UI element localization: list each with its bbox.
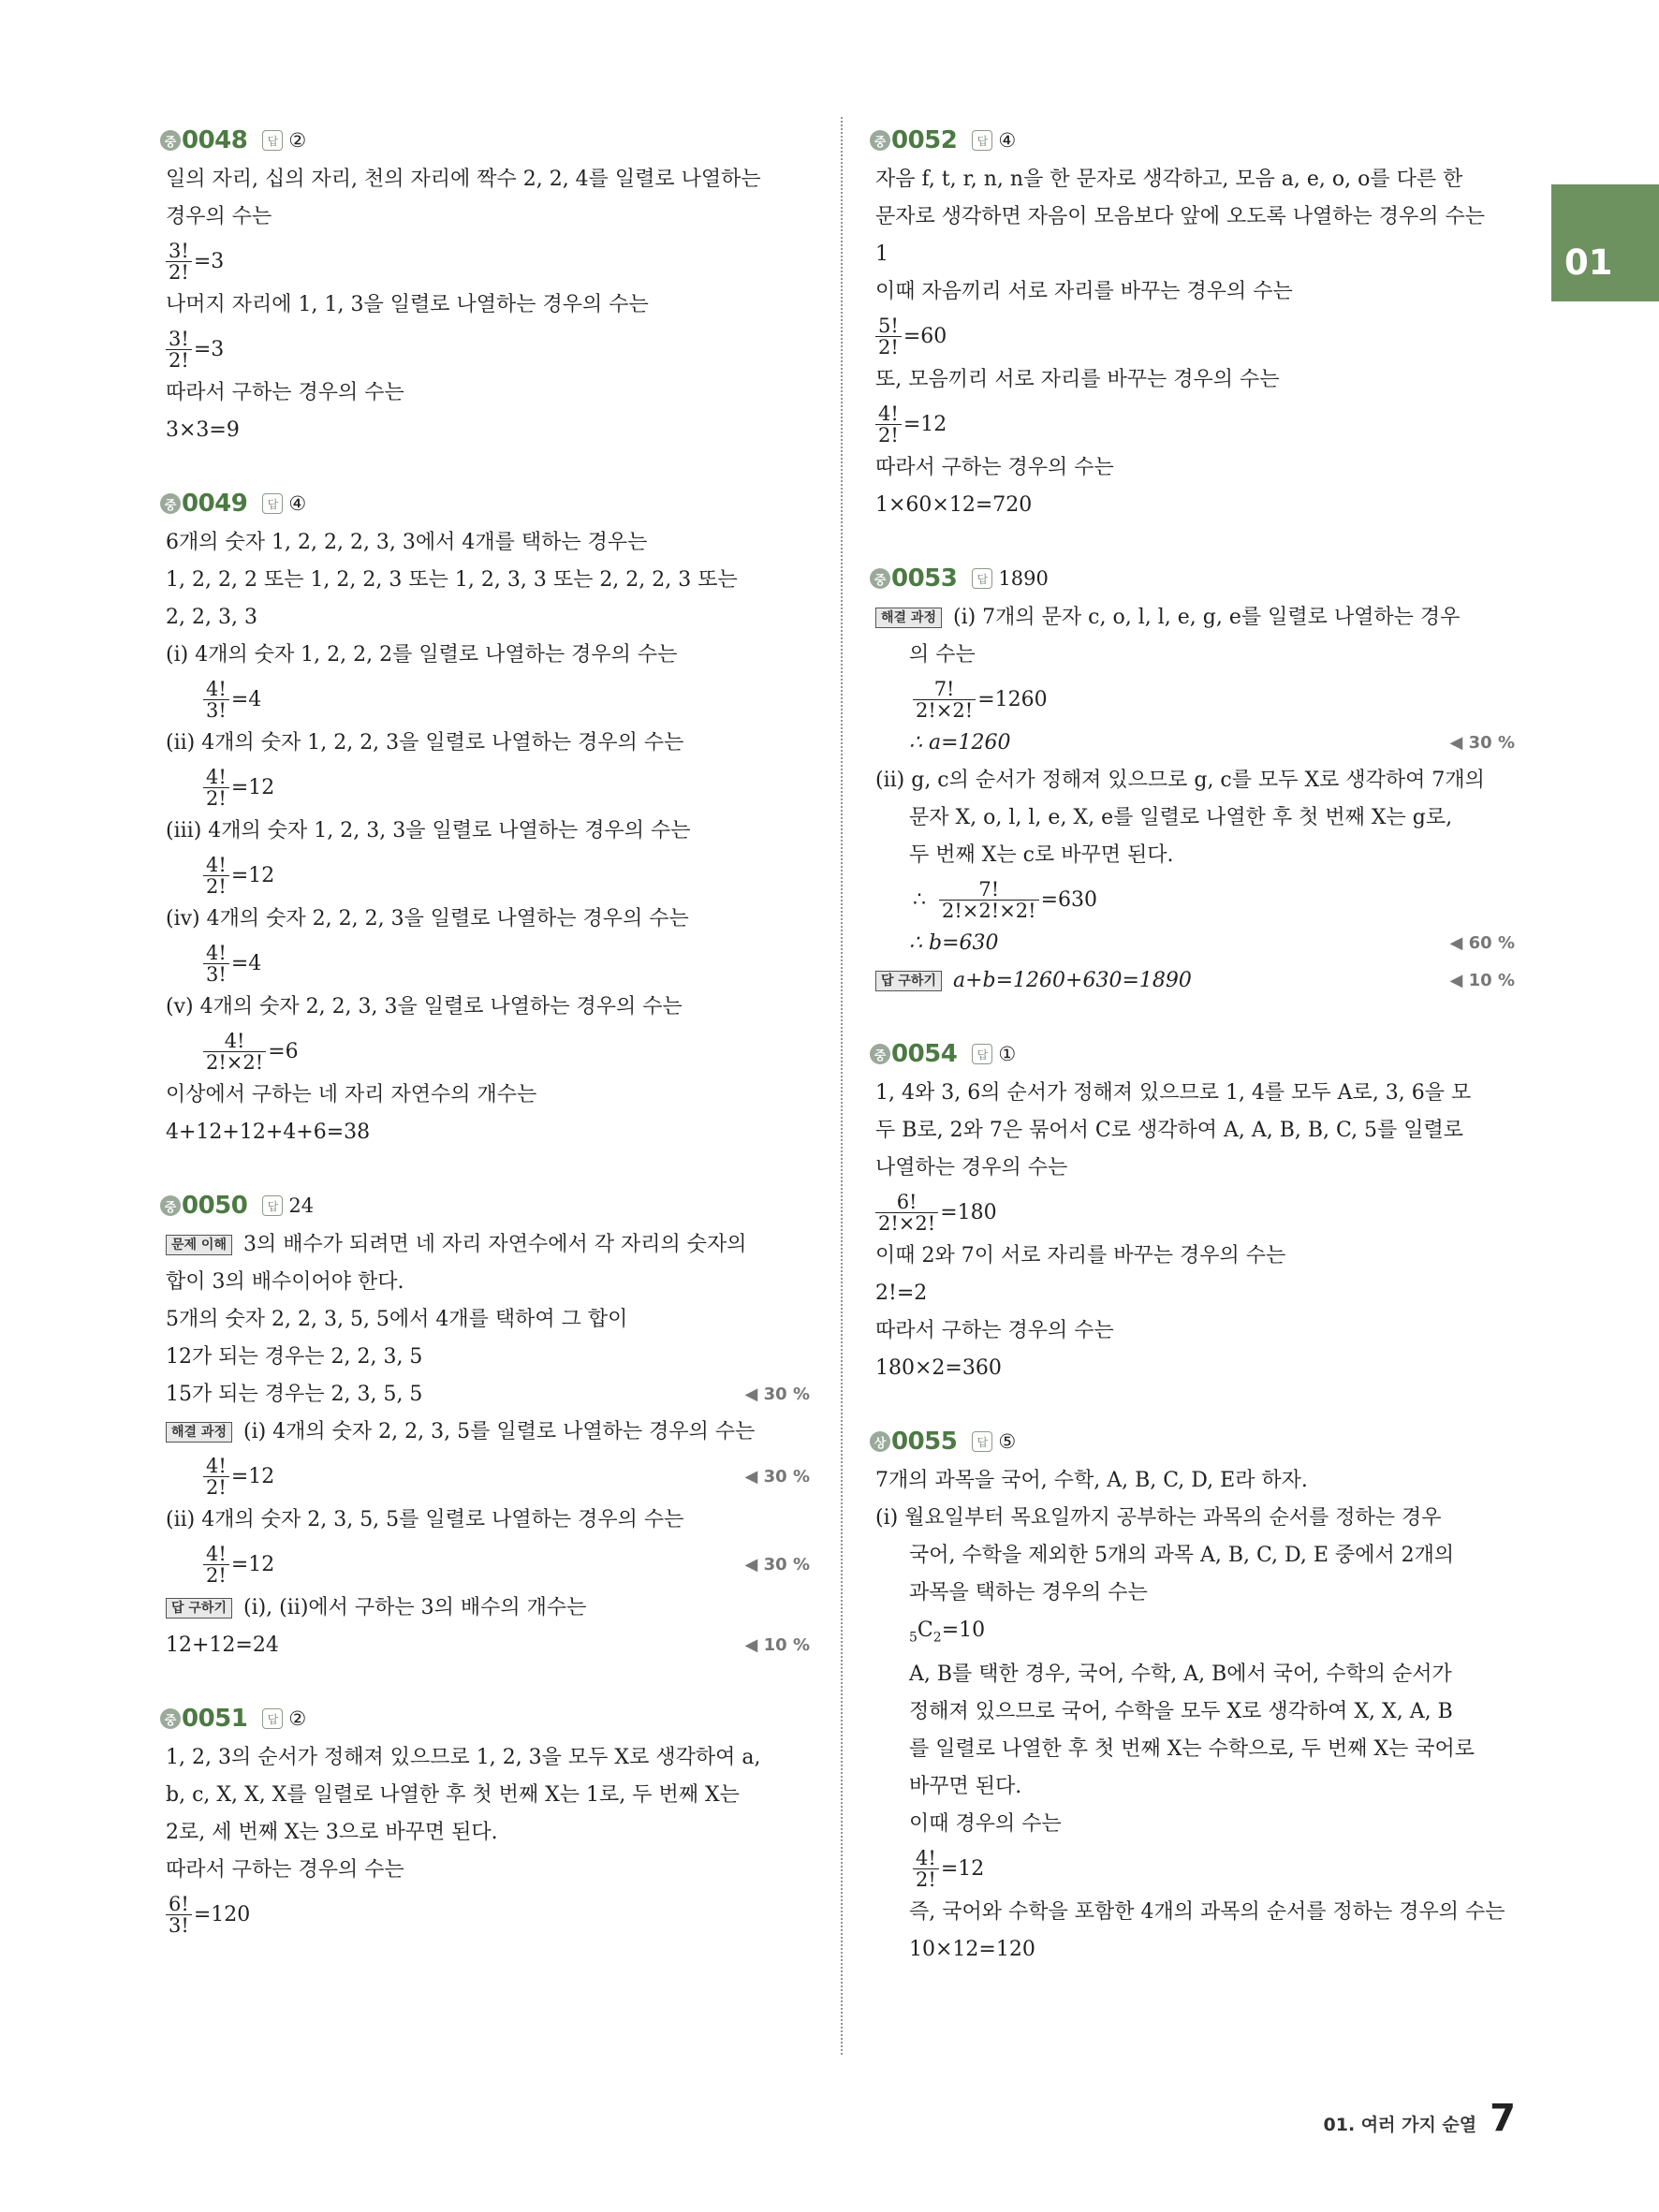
answer-box-icon: 답: [972, 1431, 992, 1452]
problem-number: 0052: [891, 126, 958, 154]
column-divider: [841, 117, 843, 2055]
case-line: (ⅱ) g, c의 순서가 정해져 있으므로 g, c를 모두 X로 생각하여 7개의: [875, 769, 1485, 792]
text-line: 1, 2, 3의 순서가 정해져 있으므로 1, 2, 3을 모두 X로 생각하여 a,: [166, 1746, 761, 1769]
fraction-result: =12: [230, 1464, 275, 1488]
fraction-result: =4: [230, 951, 262, 975]
fraction-line: [164, 236, 810, 286]
denominator: 2!: [875, 424, 902, 446]
chapter-tab-label: 01: [1564, 242, 1613, 283]
score-percent: ◀ 30 %: [744, 1466, 810, 1487]
fraction-line: [164, 674, 810, 725]
case-line: (ⅰ) 월요일부터 목요일까지 공부하는 과목의 순서를 정하는 경우: [875, 1506, 1442, 1530]
fraction-line: [874, 874, 1515, 925]
difficulty-mid-icon: 중: [160, 493, 181, 514]
case-line: (ⅱ) 4개의 숫자 2, 3, 5, 5를 일렬로 나열하는 경우의 수는: [166, 1508, 684, 1531]
fraction-result: =630: [1040, 887, 1098, 912]
text-span: (ⅰ) 4개의 숫자 2, 2, 3, 5를 일렬로 나열하는 경우의 수는: [242, 1420, 756, 1443]
problem-header: [164, 1187, 810, 1224]
numerator: 4!: [206, 765, 227, 788]
problem-header: [164, 122, 810, 159]
text-line: 1: [875, 242, 888, 266]
text-line: 2로, 세 번째 X는 3으로 바꾸면 된다.: [166, 1821, 498, 1844]
case-line: (ⅱ) 4개의 숫자 1, 2, 2, 3을 일렬로 나열하는 경우의 수는: [166, 731, 684, 754]
numerator: 4!: [206, 1542, 227, 1565]
denominator: 3!: [203, 699, 229, 721]
text-line: A, B를 택한 경우, 국어, 수학, A, B에서 국어, 수학의 순서가: [909, 1663, 1452, 1687]
difficulty-mid-icon: 중: [870, 1044, 890, 1064]
case-line: (ⅴ) 4개의 숫자 2, 2, 3, 3을 일렬로 나열하는 경우의 수는: [166, 995, 683, 1018]
fraction: [875, 403, 902, 446]
case-line: (ⅰ) 4개의 숫자 1, 2, 2, 2를 일렬로 나열하는 경우의 수는: [166, 643, 678, 667]
text-line: 이때 2와 7이 서로 자리를 바꾸는 경우의 수는: [875, 1244, 1286, 1267]
numerator: 3!: [169, 239, 189, 262]
text-span: 12+12=24: [166, 1633, 279, 1657]
case-line: (ⅳ) 4개의 숫자 2, 2, 2, 3을 일렬로 나열하는 경우의 수는: [166, 907, 689, 930]
problem-header: [874, 1035, 1515, 1073]
fraction: [203, 1031, 266, 1073]
text-line: 과목을 택하는 경우의 수는: [909, 1581, 1148, 1604]
score-percent: ◀ 10 %: [1449, 971, 1515, 990]
fraction: [203, 943, 229, 985]
text-line: [874, 725, 1515, 762]
problem-0055: [874, 1423, 1515, 1969]
fraction-line: [874, 311, 1515, 361]
denominator: 2!: [913, 1868, 939, 1890]
numerator: 4!: [224, 1029, 245, 1052]
denominator: 2!×2!×2!: [939, 900, 1039, 921]
denominator: 2!: [203, 1564, 229, 1586]
fraction-line: [164, 762, 810, 813]
numerator: 4!: [878, 402, 899, 425]
comb-symbol: C: [917, 1619, 933, 1642]
numerator: 6!: [896, 1190, 918, 1213]
text-line: 바꾸면 된다.: [909, 1775, 1022, 1799]
text-line: 3×3=9: [166, 418, 240, 442]
page-number: 7: [1490, 2097, 1516, 2140]
numerator: 4!: [206, 941, 227, 964]
denominator: 2!: [166, 261, 192, 283]
problem-number: 0050: [182, 1192, 248, 1220]
text-line: 180×2=360: [875, 1356, 1002, 1380]
problem-number: 0055: [891, 1428, 958, 1456]
answer-box-icon: 답: [262, 1195, 283, 1216]
fraction-result: =12: [230, 775, 275, 799]
denominator: 2!×2!: [203, 1051, 266, 1073]
comb-r: 2: [932, 1630, 942, 1646]
answer-box-icon: 답: [972, 1044, 992, 1064]
text-line: 두 번째 X는 c로 바꾸면 된다.: [909, 843, 1174, 867]
text-line: 따라서 구하는 경우의 수는: [166, 381, 404, 404]
fraction-result: =180: [940, 1200, 997, 1224]
difficulty-high-icon: 상: [870, 1431, 890, 1452]
fraction: [875, 315, 902, 358]
numerator: 3!: [169, 327, 189, 350]
fraction-result: =4: [230, 687, 262, 711]
text-line: 를 일렬로 나열한 후 첫 번째 X는 수학으로, 두 번째 X는 국어로: [909, 1737, 1475, 1762]
answer-tag: 답 구하기: [166, 1598, 232, 1619]
answer-tag: 답 구하기: [875, 971, 942, 991]
fraction-line: [164, 324, 810, 374]
text-line: 의 수는: [909, 643, 976, 667]
text-span: a+b=1260+630=1890: [952, 969, 1192, 992]
fraction-result: =120: [193, 1902, 251, 1926]
fraction-result: =1260: [977, 687, 1048, 711]
answer-value: 1890: [998, 567, 1049, 590]
denominator: 3!: [203, 963, 229, 985]
page-footer: [1324, 2097, 1516, 2140]
case-line: (ⅲ) 4개의 숫자 1, 2, 3, 3을 일렬로 나열하는 경우의 수는: [166, 819, 691, 842]
text-line: 따라서 구하는 경우의 수는: [875, 456, 1114, 479]
fraction: [203, 1456, 229, 1498]
text-span: 3의 배수가 되려면 네 자리 자연수에서 각 자리의 숫자의: [242, 1233, 747, 1256]
numerator: 6!: [169, 1892, 189, 1915]
fraction-line: [164, 1026, 810, 1077]
text-line: 문자 X, o, l, l, e, X, e를 일렬로 나열한 후 첫 번째 X는 g로,: [909, 806, 1453, 829]
text-line: b, c, X, X, X를 일렬로 나열한 후 첫 번째 X는 1로, 두 번째 X는: [166, 1783, 740, 1807]
text-line: 2!=2: [875, 1282, 928, 1305]
answer-value: ④: [998, 129, 1017, 152]
answer-value: ④: [288, 492, 307, 515]
score-percent: ◀ 10 %: [744, 1635, 810, 1655]
answer-box-icon: 답: [262, 493, 283, 514]
fraction: [939, 879, 1039, 921]
difficulty-mid-icon: 중: [160, 1195, 181, 1216]
score-percent: ◀ 60 %: [1449, 933, 1515, 953]
denominator: 3!: [166, 1914, 192, 1936]
text-line: 이때 자음끼리 서로 자리를 바꾸는 경우의 수는: [875, 280, 1293, 303]
problem-0052: [874, 122, 1515, 524]
score-percent: ◀ 30 %: [744, 1554, 810, 1575]
text-line: 이때 경우의 수는: [909, 1812, 1062, 1837]
problem-header: [874, 122, 1515, 159]
problem-0049: [164, 485, 810, 1151]
fraction-line: [874, 674, 1515, 725]
text-line: 1×60×12=720: [875, 493, 1033, 517]
text-line: 따라서 구하는 경우의 수는: [166, 1858, 404, 1882]
difficulty-mid-icon: 중: [160, 130, 181, 151]
denominator: 2!×2!: [875, 1212, 938, 1234]
denominator: 2!×2!: [913, 699, 976, 721]
fraction-result: =12: [940, 1856, 985, 1881]
numerator: 5!: [878, 314, 899, 337]
answer-value: ⑤: [998, 1430, 1017, 1453]
comb-n: 5: [909, 1630, 918, 1646]
therefore-symbol: ∴: [913, 887, 926, 912]
problem-header: [874, 1423, 1515, 1460]
text-line: 1, 4와 3, 6의 순서가 정해져 있으므로 1, 4를 모두 A로, 3, 6을 모: [875, 1081, 1472, 1105]
problem-0053: [874, 560, 1515, 1000]
numerator: 4!: [206, 677, 227, 700]
fraction: [875, 1192, 938, 1234]
fraction-line: [874, 399, 1515, 449]
fraction-line: [164, 850, 810, 901]
fraction-line: [164, 1889, 810, 1940]
text-line: [164, 1627, 810, 1664]
text-line: 정해져 있으므로 국어, 수학을 모두 X로 생각하여 X, X, A, B: [909, 1700, 1453, 1724]
text-span: (ⅰ) 7개의 문자 c, o, l, l, e, g, e를 일렬로 나열하는 경우: [952, 606, 1461, 629]
problem-number: 0048: [182, 126, 248, 154]
answer-value: ②: [288, 129, 307, 152]
fraction-line: [164, 1539, 810, 1589]
combination-line: [874, 1612, 1515, 1656]
answer-box-icon: 답: [972, 568, 992, 589]
text-span: ∴ b=630: [909, 931, 999, 955]
case-line: [164, 1414, 810, 1451]
text-line: 경우의 수는: [166, 205, 272, 228]
fraction: [166, 241, 192, 283]
text-line: 자음 f, t, r, n, n을 한 문자로 생각하고, 모음 a, e, o, o를 다른 한: [875, 168, 1463, 191]
score-percent: ◀ 30 %: [1449, 733, 1515, 753]
text-line: 2, 2, 3, 3: [166, 606, 257, 629]
score-percent: ◀ 30 %: [744, 1384, 810, 1404]
text-span: ∴ a=1260: [909, 731, 1011, 754]
case-line: [874, 599, 1515, 637]
chapter-tab: [1551, 184, 1659, 301]
text-line: 두 B로, 2와 7은 묶어서 C로 생각하여 A, A, B, B, C, 5를 일렬로: [875, 1119, 1464, 1142]
left-column: [164, 122, 810, 1975]
answer-box-icon: 답: [972, 130, 992, 151]
text-line: [874, 925, 1515, 962]
denominator: 2!: [875, 336, 902, 358]
text-line: [164, 1376, 810, 1414]
fraction-result: =6: [268, 1039, 299, 1063]
fraction-line: [874, 1187, 1515, 1238]
fraction: [166, 1894, 192, 1936]
fraction-result: =3: [193, 249, 225, 273]
answer-value: ②: [288, 1707, 307, 1730]
text-line: 12가 되는 경우는 2, 2, 3, 5: [166, 1345, 423, 1369]
text-span: 15가 되는 경우는 2, 3, 5, 5: [166, 1383, 423, 1406]
problem-number: 0051: [182, 1705, 248, 1733]
text-line: 10×12=120: [909, 1938, 1035, 1962]
numerator: 4!: [206, 1454, 227, 1477]
fraction-line: [164, 938, 810, 989]
text-line: 따라서 구하는 경우의 수는: [875, 1319, 1114, 1342]
numerator: 4!: [916, 1846, 936, 1869]
text-line: 즉, 국어와 수학을 포함한 4개의 과목의 순서를 정하는 경우의 수는: [909, 1900, 1505, 1925]
chapter-title: 01. 여러 가지 순열: [1323, 2115, 1477, 2135]
fraction-result: =3: [193, 337, 225, 361]
text-line: 나열하는 경우의 수는: [875, 1156, 1068, 1179]
fraction: [913, 1848, 939, 1890]
fraction-line: [874, 1843, 1515, 1894]
problem-header: [874, 560, 1515, 597]
fraction-result: =12: [230, 863, 275, 887]
text-line: [164, 1226, 810, 1264]
problem-0050: [164, 1187, 810, 1664]
answer-value: 24: [288, 1194, 315, 1217]
understand-tag: 문제 이해: [166, 1235, 232, 1255]
problem-0048: [164, 122, 810, 449]
fraction: [166, 329, 192, 371]
fraction-result: =12: [230, 1552, 275, 1576]
comb-result: =10: [941, 1619, 986, 1642]
text-line: [874, 962, 1515, 1000]
problem-0054: [874, 1035, 1515, 1387]
text-line: [164, 1589, 810, 1627]
solve-tag: 해결 과정: [875, 608, 942, 628]
text-span: (ⅰ), (ⅱ)에서 구하는 3의 배수의 개수는: [242, 1596, 587, 1619]
numerator: 4!: [206, 853, 227, 876]
fraction: [203, 679, 229, 721]
fraction-line: [164, 1451, 810, 1502]
difficulty-mid-icon: 중: [870, 568, 890, 589]
text-line: 나머지 자리에 1, 1, 3을 일렬로 나열하는 경우의 수는: [166, 293, 649, 316]
difficulty-mid-icon: 중: [160, 1708, 181, 1729]
text-line: 7개의 과목을 국어, 수학, A, B, C, D, E라 하자.: [875, 1469, 1308, 1492]
fraction-result: =12: [903, 412, 947, 436]
fraction: [203, 767, 229, 809]
fraction: [203, 1544, 229, 1586]
text-line: 이상에서 구하는 네 자리 자연수의 개수는: [166, 1083, 537, 1106]
numerator: 7!: [933, 677, 955, 700]
solve-tag: 해결 과정: [166, 1422, 232, 1443]
text-line: 또, 모음끼리 서로 자리를 바꾸는 경우의 수는: [875, 368, 1280, 391]
denominator: 2!: [203, 787, 229, 809]
fraction: [203, 855, 229, 897]
text-line: 5개의 숫자 2, 2, 3, 5, 5에서 4개를 택하여 그 합이: [166, 1308, 628, 1331]
right-column: [874, 122, 1515, 2004]
fraction: [913, 679, 976, 721]
problem-number: 0053: [891, 564, 958, 593]
text-line: 6개의 숫자 1, 2, 2, 2, 3, 3에서 4개를 택하는 경우는: [166, 531, 648, 554]
text-line: 일의 자리, 십의 자리, 천의 자리에 짝수 2, 2, 4를 일렬로 나열하는: [166, 168, 761, 191]
problem-number: 0054: [891, 1040, 958, 1068]
text-line: 1, 2, 2, 2 또는 1, 2, 2, 3 또는 1, 2, 3, 3 또는 2, 2, 2, 3 또는: [166, 568, 738, 592]
difficulty-mid-icon: 중: [870, 130, 890, 151]
text-line: 4+12+12+4+6=38: [166, 1121, 371, 1144]
numerator: 7!: [978, 877, 1000, 901]
text-line: 합이 3의 배수이어야 한다.: [166, 1270, 404, 1294]
denominator: 2!: [166, 349, 192, 371]
answer-box-icon: 답: [262, 1708, 283, 1729]
answer-value: ①: [998, 1043, 1017, 1065]
text-line: 국어, 수학을 제외한 5개의 과목 A, B, C, D, E 중에서 2개의: [909, 1544, 1455, 1567]
problem-number: 0049: [182, 490, 248, 518]
fraction-result: =60: [903, 324, 947, 348]
problem-0051: [164, 1700, 810, 1940]
answer-box-icon: 답: [262, 130, 283, 151]
text-line: 문자로 생각하면 자음이 모음보다 앞에 오도록 나열하는 경우의 수는: [875, 205, 1486, 228]
problem-header: [164, 1700, 810, 1737]
denominator: 2!: [203, 875, 229, 897]
denominator: 2!: [203, 1476, 229, 1498]
problem-header: [164, 485, 810, 522]
